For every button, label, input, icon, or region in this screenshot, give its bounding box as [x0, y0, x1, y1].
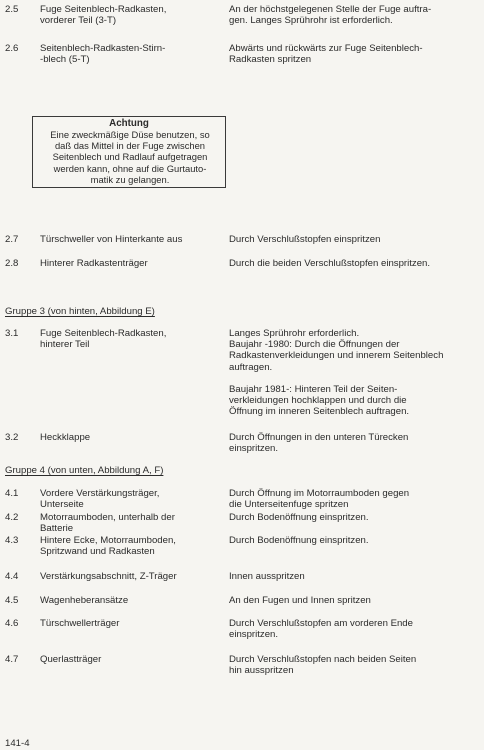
row-label-line: Motorraumboden, unterhalb der — [40, 512, 175, 523]
row-label: Heckklappe — [40, 432, 91, 443]
row-number: 2.6 — [5, 43, 19, 54]
row-label-line: Vordere Verstärkungsträger, — [40, 488, 160, 499]
row-label — [40, 512, 175, 534]
row-text-line: einspritzen. — [229, 629, 279, 641]
note-line: Eine zweckmäßige Düse benutzen, so — [50, 129, 210, 140]
row-text-line: hin ausspritzen — [229, 665, 294, 677]
row-label: Hinterer Radkastenträger — [40, 258, 148, 269]
row-text-line: Baujahr -1980: Durch die Öffnungen der — [229, 339, 400, 351]
row-label-line: Seitenblech-Radkasten-Stirn- — [40, 43, 166, 54]
row-text-line: verkleidungen hochklappen und durch die — [229, 395, 407, 407]
row-number: 4.2 — [5, 512, 19, 523]
row-number: 2.8 — [5, 258, 19, 269]
row-label-line: Batterie — [40, 523, 74, 535]
note-line: matik zu gelangen. — [90, 173, 170, 185]
note-line: daß das Mittel in der Fuge zwischen — [54, 140, 206, 152]
row-label-line: Fuge Seitenblech-Radkasten, — [40, 4, 167, 15]
row-text-line: Langes Sprührohr erforderlich. — [229, 328, 360, 339]
row-text: Durch Verschlußstopfen einspritzen — [229, 234, 381, 245]
warning-note-box — [32, 116, 226, 188]
note-title: Achtung — [109, 118, 149, 129]
row-number: 3.2 — [5, 432, 19, 443]
row-label-line: Spritzwand und Radkasten — [40, 546, 155, 558]
row-number: 4.3 — [5, 535, 19, 546]
row-text-line: die Unterseitenfuge spritzen — [229, 499, 349, 511]
row-label-line: Hintere Ecke, Motorraumboden, — [40, 535, 176, 546]
row-label — [40, 488, 159, 510]
row-number: 4.5 — [5, 595, 19, 606]
row-label: Türschwellerträger — [40, 618, 120, 629]
row-text — [229, 4, 431, 26]
row-text-line: auftragen. — [229, 361, 273, 373]
row-label-line: hinterer Teil — [40, 339, 90, 351]
row-text-line: Baujahr 1981-: Hinteren Teil der Seiten- — [229, 384, 398, 396]
row-text: Durch die beiden Verschlußstopfen einspritzen. — [229, 258, 431, 269]
row-number: 3.1 — [5, 328, 19, 339]
row-text — [229, 488, 409, 510]
row-label: Verstärkungsabschnitt, Z-Träger — [40, 571, 177, 582]
row-text-line: Durch Verschlußstopfen am vorderen Ende — [229, 618, 413, 629]
row-text-line: Durch Öffnungen in den unteren Türecken — [229, 432, 409, 443]
row-text — [229, 328, 443, 418]
group-4-heading: Gruppe 4 (von unten, Abbildung A, F) — [5, 465, 164, 476]
row-text — [229, 43, 423, 65]
row-label: Querlastträger — [40, 654, 102, 665]
row-text-line: Radkasten spritzen — [229, 54, 312, 66]
row-text-line: Durch Öffnung im Motorraumboden gegen — [229, 488, 410, 499]
row-label — [40, 535, 176, 557]
row-text-line: einspritzen. — [229, 443, 279, 455]
row-text: An den Fugen und Innen spritzen — [229, 595, 371, 606]
row-label — [40, 4, 166, 26]
row-text: Durch Bodenöffnung einspritzen. — [229, 512, 369, 523]
row-number: 4.7 — [5, 654, 19, 665]
row-text — [229, 618, 413, 640]
row-label — [40, 43, 165, 65]
row-number: 4.1 — [5, 488, 19, 499]
note-line: werden kann, ohne auf die Gurtauto- — [53, 162, 207, 174]
row-number: 2.5 — [5, 4, 19, 15]
row-label-line: -blech (5-T) — [40, 54, 90, 66]
row-number: 2.7 — [5, 234, 19, 245]
row-label-line: Unterseite — [40, 499, 84, 511]
note-text — [35, 129, 225, 185]
row-text-line: Öffnung im inneren Seitenblech auftragen. — [229, 406, 410, 418]
row-text: Durch Bodenöffnung einspritzen. — [229, 535, 369, 546]
row-text-line: Durch Verschlußstopfen nach beiden Seiten — [229, 654, 417, 665]
row-text: Innen ausspritzen — [229, 571, 305, 582]
row-text — [229, 432, 408, 454]
note-line: Seitenblech und Radlauf aufgetragen — [52, 151, 208, 163]
page-number: 141-4 — [5, 738, 30, 749]
row-text-line: Radkastenverkleidungen und innerem Seitenblech — [229, 350, 444, 362]
row-number: 4.6 — [5, 618, 19, 629]
row-text-line: gen. Langes Sprührohr ist erforderlich. — [229, 15, 393, 27]
row-label: Wagenheberansätze — [40, 595, 129, 606]
row-text-line: Abwärts und rückwärts zur Fuge Seitenblech- — [229, 43, 423, 54]
row-text-line: An der höchstgelegenen Stelle der Fuge auftra- — [229, 4, 432, 15]
row-label-line: Fuge Seitenblech-Radkasten, — [40, 328, 167, 339]
row-label: Türschweller von Hinterkante aus — [40, 234, 183, 245]
row-text — [229, 654, 416, 676]
row-label — [40, 328, 166, 350]
row-number: 4.4 — [5, 571, 19, 582]
row-label-line: vorderer Teil (3-T) — [40, 15, 117, 27]
group-3-heading: Gruppe 3 (von hinten, Abbildung E) — [5, 306, 155, 317]
